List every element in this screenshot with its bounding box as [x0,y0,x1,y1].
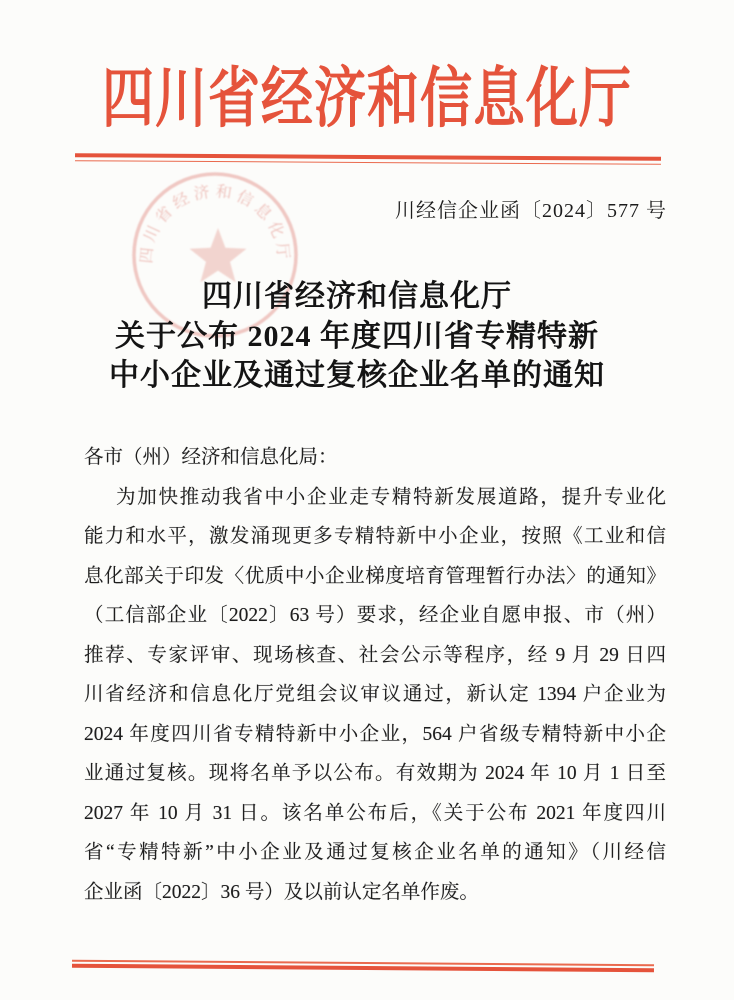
document-title-line1: 四川省经济和信息化厅 [202,280,512,313]
body-line: 推荐、专家评审、现场核查、社会公示等程序，经 9 月 29 日四 [84,644,666,666]
body-line: 为加快推动我省中小企业走专精特新发展道路，提升专业化 [116,486,666,508]
document-number: 川经信企业函〔2024〕577 号 [395,200,667,222]
document-title-line3: 中小企业及通过复核企业名单的通知 [109,359,605,392]
body-line: 业通过复核。现将名单予以公布。有效期为 2024 年 10 月 1 日至 [84,763,666,784]
body-line: 息化部关于印发〈优质中小企业梯度培育管理暂行办法〉的通知》 [84,565,666,587]
body-line: 川省经济和信息化厅党组会议审议通过，新认定 1394 户企业为 [84,684,666,705]
document-body [84,438,666,912]
salutation: 各市（州）经济和信息化局： [84,447,338,468]
header-rule-thin [75,160,661,165]
seal-star-icon [190,228,247,282]
body-line: （工信部企业〔2022〕63 号）要求，经企业自愿申报、市（州） [84,605,666,626]
seal-arc-text: 四川省经济和信息化厅 [138,183,292,265]
body-line: 能力和水平，激发涌现更多专精特新中小企业，按照《工业和信 [84,526,666,547]
footer-double-rule [72,960,654,973]
document-title [0,277,724,396]
header-double-rule [75,153,661,165]
body-line: 2024 年度四川省专精特新中小企业，564 户省级专精特新中小企 [84,723,666,745]
body-line: 省“专精特新”中小企业及通过复核企业名单的通知》（川经信 [84,842,666,863]
document-title-line2: 关于公布 2024 年度四川省专精特新 [115,319,599,353]
body-line: 企业函〔2022〕36 号）及以前认定名单作废。 [84,881,479,903]
agency-masthead-title: 四川省经济和信息化厅 [101,64,632,136]
body-line: 2027 年 10 月 31 日。该名单公布后，《关于公布 2021 年度四川 [84,802,666,824]
